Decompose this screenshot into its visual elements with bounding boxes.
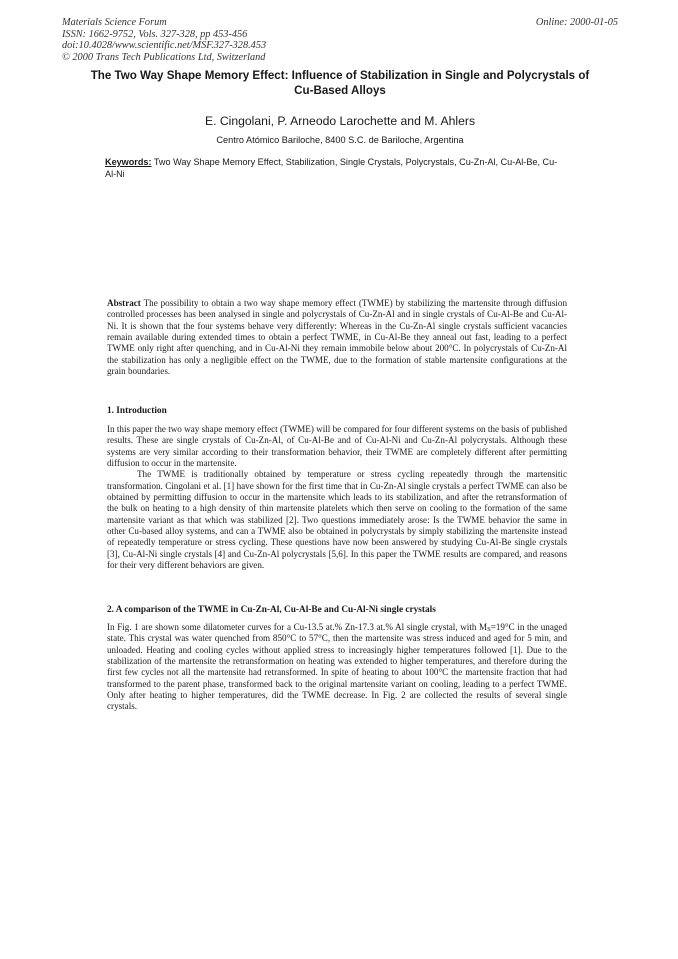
introduction-body — [107, 424, 567, 571]
journal-header — [62, 17, 266, 63]
abstract-text: The possibility to obtain a two way shape memory effect (TWME) by stabilizing the martensite through diffusion controlled processes has been analysed in single and polycrystals of Cu-Zn-Al and in single crystals of Cu-Al-Be and Cu-Al-Ni. It is shown that the four systems behave very differently: Whereas in the Cu-Zn-Al single crystals sufficient vacancies remain available during extended times to obtain a perfect TWME, in Cu-Al-Be they anneal out fast, leading to a perfect TWME only right after quenching, and in Cu-Al-Ni they remain immobile below about 200°C. In polycrystals of Cu-Zn-Al the stabilization has only a negligible effect on the TWME, due to the formation of stable martensite configurations at the grain boundaries. — [107, 298, 568, 377]
abstract-label: Abstract — [107, 298, 141, 308]
authors: E. Cingolani, P. Arneodo Larochette and M. Ahlers — [204, 114, 476, 128]
affiliation: Centro Atómico Bariloche, 8400 S.C. de Bariloche, Argentina — [216, 135, 464, 145]
keywords — [105, 156, 567, 180]
copyright-line: © 2000 Trans Tech Publications Ltd, Switzerland — [62, 51, 266, 63]
subscript-s: S — [487, 626, 491, 633]
doi-link[interactable]: doi:10.4028/www.scientific.net/MSF.327-328.453 — [62, 40, 267, 52]
paper-title: The Two Way Shape Memory Effect: Influence of Stabilization in Single and Polycrystals of Cu-Based Alloys — [90, 69, 590, 97]
paragraph-part: =19°C in the unaged state. This crystal was water quenched from 850°C to 57°C, then the martensite was stress induced and aged for 5 min, and unloaded. Heating and cooling cycles without applied stress to increasingly higher temperatures followed [1]. Due to the stabilization of the martensite the retransformation on heating was extended to higher temperatures, and therefore during the first few cycles not all the martensite had retransformed. In spite of heating to about 100°C the martensite fraction that had transformed to the parent phase, transformed back to the original martensite variant on cooling, leading to a perfect TWME. Only after heating to higher temperatures, did the TWME decrease. In Fig. 2 are collected the results of several single crystals. — [107, 622, 567, 712]
keywords-label: Keywords: — [105, 157, 152, 167]
comparison-body — [107, 622, 567, 713]
keywords-text: Two Way Shape Memory Effect, Stabilization, Single Crystals, Polycrystals, Cu-Zn-Al, Cu-Al-Be, Cu-Al-Ni — [105, 157, 558, 179]
online-date: Online: 2000-01-05 — [535, 17, 618, 28]
section-heading-comparison: 2. A comparison of the TWME in Cu-Zn-Al, Cu-Al-Be and Cu-Al-Ni single crystals — [107, 605, 436, 615]
paragraph: In this paper the two way shape memory effect (TWME) will be compared for four different systems on the basis of published results. These are single crystals of Cu-Zn-Al, of Cu-Al-Be and of Cu-Al-Ni and Cu-Zn-Al polycrystals. Although these systems are very similar according to their transformation behavior, their TWME are completely different after permitting diffusion to occur in the martensite. — [107, 424, 567, 469]
journal-name: Materials Science Forum — [62, 17, 167, 28]
abstract — [107, 298, 567, 377]
paragraph-part: In Fig. 1 are shown some dilatometer curves for a Cu-13.5 at.% Zn-17.3 at.% Al single crystal, with M — [107, 622, 488, 632]
issn-line: ISSN: 1662-9752, Vols. 327-328, pp 453-456 — [62, 28, 248, 40]
section-heading-introduction: 1. Introduction — [107, 406, 167, 416]
paragraph: The TWME is traditionally obtained by temperature or stress cycling repeatedly through the martensitic transformation. Cingolani et al. [1] have shown for the first time that in Cu-Zn-Al single crystals a perfect TWME can also be obtained by permitting diffusion to occur in the martensite which leads to its stabilization, and after the retransformation of the bulk on heating to a high density of thin martensite platelets which then serve on cooling to the formation of the same martensite variant as that which was stabilized [2]. Two questions immediately arose: Is the TWME behavior the same in other Cu-based alloy systems, and can a TWME also be obtained in polycrystals by simply stabilizing the martensite instead of repeatedly temperature or stress cycling. These questions have now been answered by studying Cu-Al-Be single crystals [3], Cu-Al-Ni single crystals [4] and Cu-Zn-Al polycrystals [5,6]. In this paper the TWME results are compared, and reasons for their very different behaviors are given. — [107, 469, 567, 571]
